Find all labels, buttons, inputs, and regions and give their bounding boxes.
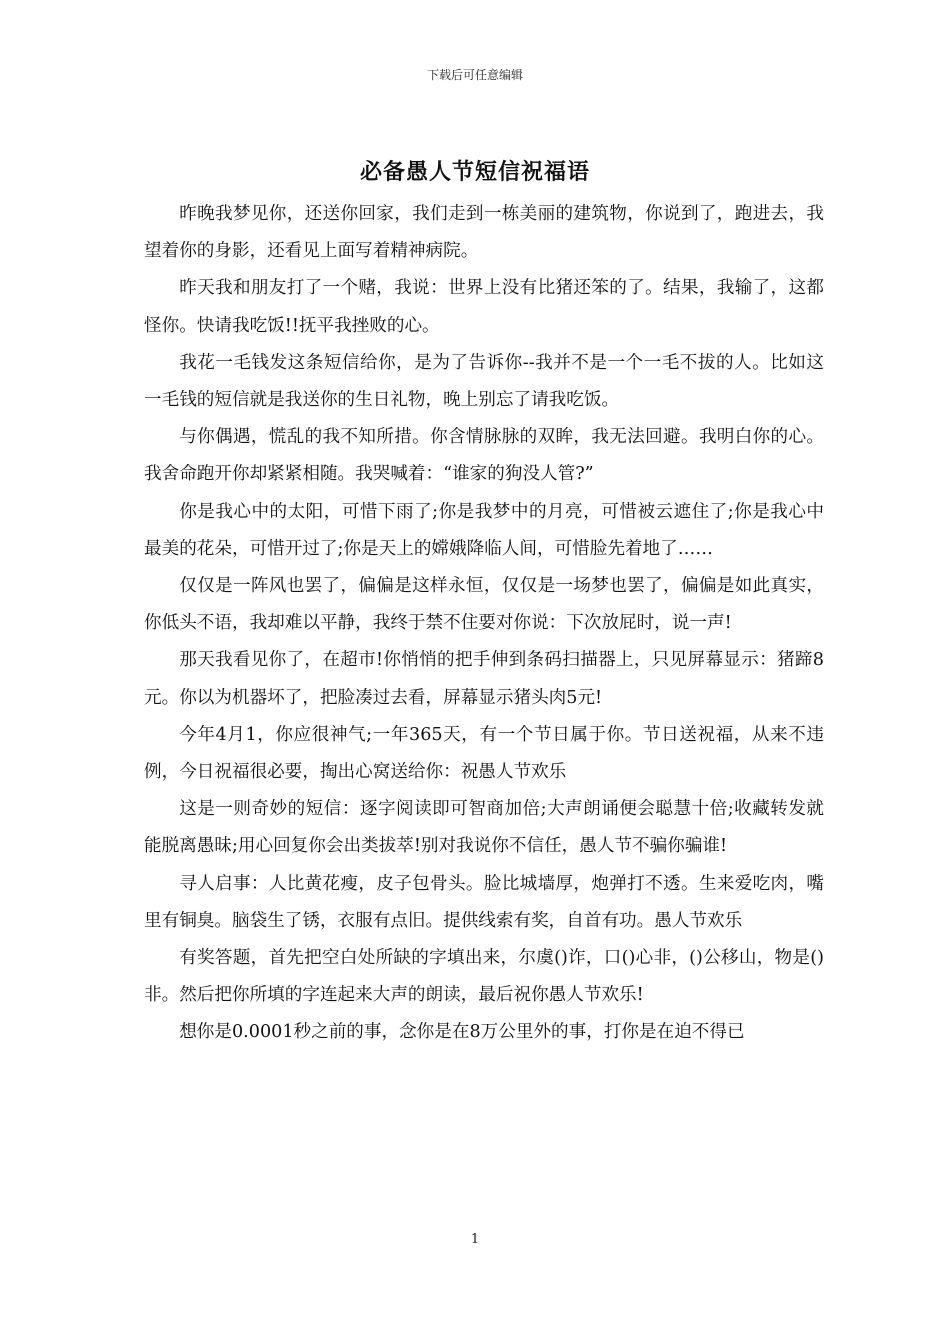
paragraph-2: 昨天我和朋友打了一个赌，我说：世界上没有比猪还笨的了。结果，我输了，这都怪你。快请我吃饭!!抚平我挫败的心。 [144,278,824,336]
document-body [144,196,824,1052]
paragraph-6: 仅仅是一阵风也罢了，偏偏是这样永恒，仅仅是一场梦也罢了，偏偏是如此真实，你低头不语，我却难以平静，我终于禁不住要对你说：下次放屁时，说一声! [144,576,824,634]
paragraph-10: 寻人启事：人比黄花瘦，皮子包骨头。脸比城墙厚，炮弹打不透。生来爱吃肉，嘴里有铜臭。脑袋生了锈，衣服有点旧。提供线索有奖，自首有功。愚人节欢乐 [144,873,824,931]
paragraph-5: 你是我心中的太阳，可惜下雨了;你是我梦中的月亮，可惜被云遮住了;你是我心中最美的花朵，可惜开过了;你是天上的嫦娥降临人间，可惜脸先着地了…… [144,501,824,559]
paragraph-9: 这是一则奇妙的短信：逐字阅读即可智商加倍;大声朗诵便会聪慧十倍;收藏转发就能脱离愚昧;用心回复你会出类拔萃!别对我说你不信任，愚人节不骗你骗谁! [144,799,824,857]
page-header-note: 下载后可任意编辑 [426,68,523,82]
document-title: 必备愚人节短信祝福语 [359,159,590,185]
paragraph-11: 有奖答题，首先把空白处所缺的字填出来，尔虞()诈，口()心非，()公移山，物是()非。然后把你所填的字连起来大声的朗读，最后祝你愚人节欢乐! [144,948,824,1006]
paragraph-12: 想你是0.0001秒之前的事，念你是在8万公里外的事，打你是在迫不得已 [179,1022,745,1043]
paragraph-1: 昨晚我梦见你，还送你回家，我们走到一栋美丽的建筑物，你说到了，跑进去，我望着你的身影，还看见上面写着精神病院。 [144,204,824,262]
paragraph-7: 那天我看见你了，在超市!你悄悄的把手伸到条码扫描器上，只见屏幕显示：猪蹄8元。你以为机器坏了，把脸凑过去看，屏幕显示猪头肉5元! [144,650,824,708]
page-number: 1 [470,1232,480,1247]
paragraph-8: 今年4月1，你应很神气;一年365天，有一个节日属于你。节日送祝福，从来不违例，今日祝福很必要，掏出心窝送给你：祝愚人节欢乐 [144,724,824,783]
paragraph-4: 与你偶遇，慌乱的我不知所措。你含情脉脉的双眸，我无法回避。我明白你的心。我舍命跑开你却紧紧相随。我哭喊着：“谁家的狗没人管?” [144,427,824,485]
paragraph-3: 我花一毛钱发这条短信给你，是为了告诉你--我并不是一个一毛不拔的人。比如这一毛钱的短信就是我送你的生日礼物，晚上别忘了请我吃饭。 [144,352,824,411]
